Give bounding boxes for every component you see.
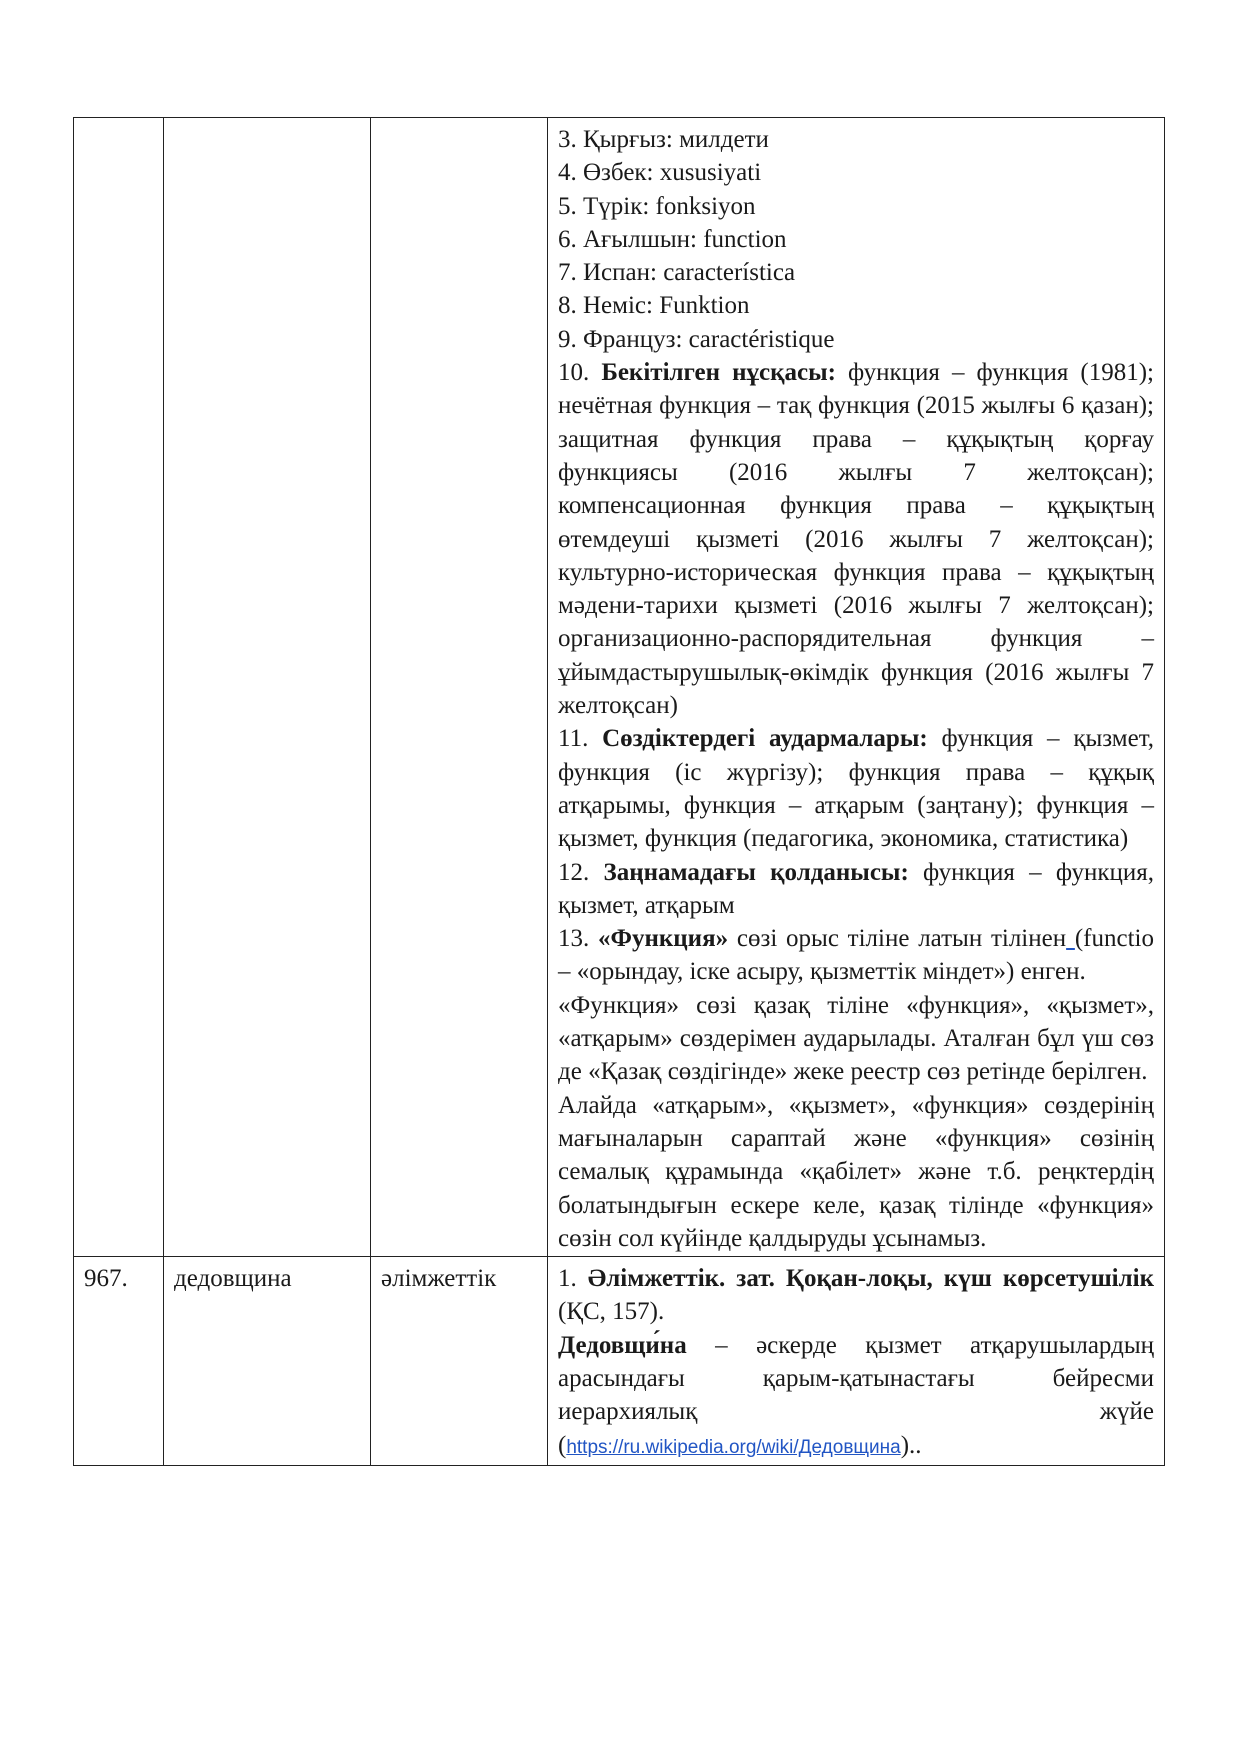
- translation-line: 6. Ағылшын: function: [558, 225, 787, 253]
- term-heading: Дедовщи́на: [558, 1331, 687, 1359]
- kazakh-term-cell: әлімжеттік: [371, 1257, 548, 1466]
- kazakh-term-cell: [371, 118, 548, 1257]
- section-heading: «Функция»: [598, 925, 729, 953]
- wikipedia-link[interactable]: https://ru.wikipedia.org/wiki/Дедовщина: [566, 1436, 901, 1458]
- translation-note-paragraph: «Функция» сөзі қазақ тіліне «функция», «қызмет», «атқарым» сөздерімен аударылады. Аталған бұл үш сөз де «Қазақ сөздігінде» жеке реестр сөз ретінде берілген.: [558, 991, 1154, 1086]
- etymology-paragraph: 13. «Функция» сөзі орыс тіліне латын тілінен (functio – «орындау, іске асыру, қызметтік міндет») енген.: [558, 925, 1154, 986]
- translation-line: 7. Испан: característica: [558, 259, 796, 287]
- wiki-definition-paragraph: Дедовщи́на – әскерде қызмет атқарушылардың арасындағы қарым-қатынастағы бейресми иерархиялық жүйе: [558, 1331, 1154, 1426]
- translation-line: 4. Өзбек: xususiyati: [558, 159, 762, 187]
- recommendation-paragraph: Алайда «атқарым», «қызмет», «функция» сөздерінің мағыналарын сараптай және «функция» сөзінің семалық құрамында «қабілет» және т.б. реңктердің болатындығын ескере келе, қазақ тілінде «функция» сөзін сол күйінде қалдыруды ұсынамыз.: [558, 1091, 1154, 1252]
- translation-line: 8. Неміс: Funktion: [558, 292, 750, 320]
- glossary-table: [73, 117, 1165, 1466]
- definition-heading: Әлімжеттік. зат. Қоқан-лоқы, күш көрсетушілік: [587, 1265, 1155, 1293]
- description-cell: [548, 118, 1165, 1257]
- table-row: [74, 1257, 1165, 1466]
- russian-term-cell: дедовщина: [164, 1257, 371, 1466]
- table-row: [74, 118, 1165, 1257]
- section-heading: Бекітілген нұсқасы:: [601, 359, 836, 387]
- section-heading: Сөздіктердегі аудармалары:: [602, 725, 928, 753]
- translation-line: 9. Француз: caractéristique: [558, 325, 835, 353]
- footnote-link[interactable]: [1066, 925, 1075, 952]
- number-cell: [74, 118, 164, 1257]
- russian-term-cell: [164, 118, 371, 1257]
- source-line: (https://ru.wikipedia.org/wiki/Дедовщина)..: [558, 1431, 922, 1459]
- description-cell: [548, 1257, 1165, 1466]
- definition-paragraph: 1. Әлімжеттік. зат. Қоқан-лоқы, күш көрсетушілік (ҚС, 157).: [558, 1265, 1155, 1326]
- number-cell: 967.: [74, 1257, 164, 1466]
- legislation-usage-paragraph: 12. Заңнамадағы қолданысы: функция – функция, қызмет, атқарым: [558, 858, 1155, 919]
- section-heading: Заңнамадағы қолданысы:: [603, 858, 909, 886]
- translation-line: 5. Түрік: fonksiyon: [558, 192, 756, 220]
- translation-line: 3. Қырғыз: милдети: [558, 126, 769, 153]
- dictionary-translations-paragraph: 11. Сөздіктердегі аудармалары: функция – қызмет, функция (іс жүргізу); функция права – құқық атқарымы, функция – атқарым (заңтану); функция – қызмет, функция (педагогика, экономика, статистика): [558, 725, 1154, 853]
- approved-version-paragraph: 10. Бекітілген нұсқасы: функция – функция (1981); нечётная функция – тақ функция (2015 жылғы 6 қазан); защитная функция права – құқықтың қорғау функциясы (2016 жылғы 7 желтоқсан); компенсационная функция права – құқықтың өтемдеуші қызметі (2016 жылғы 7 желтоқсан); культурно-историческая функция права – құқықтың мәдени-тарихи қызметі (2016 жылғы 7 желтоқсан); организационно-распорядительная функция – ұйымдастырушылық-өкімдік функция (2016 жылғы 7 желтоқсан): [558, 359, 1155, 720]
